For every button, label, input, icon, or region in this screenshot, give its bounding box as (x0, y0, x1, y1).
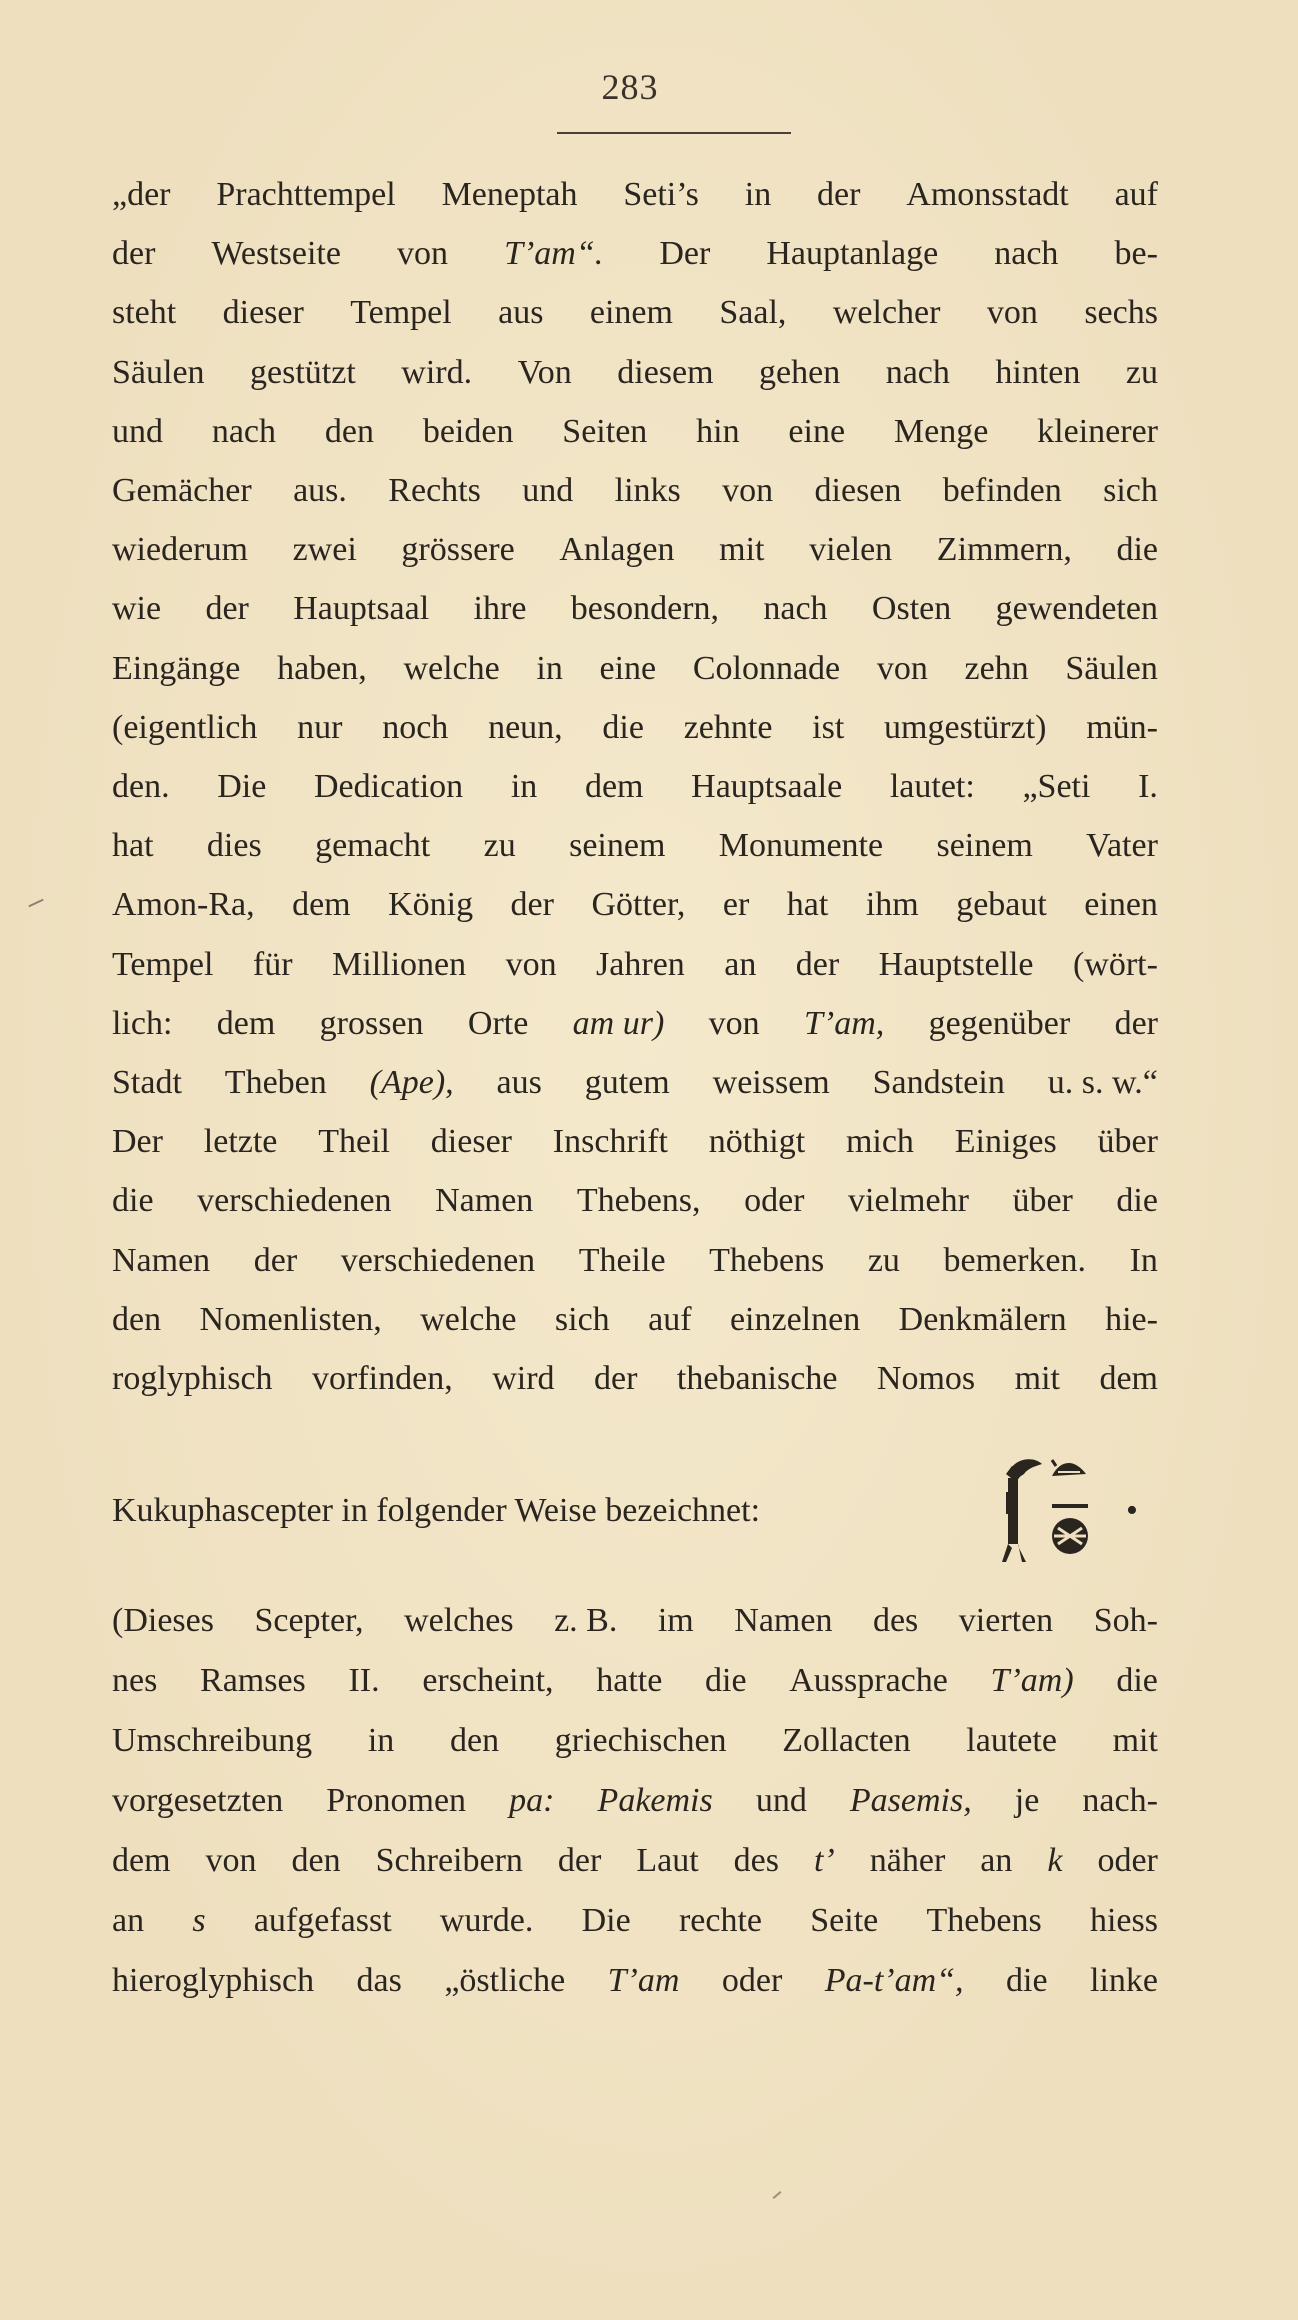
word: Tempel (112, 945, 214, 983)
word: vielen (809, 531, 893, 569)
word: Säulen (1065, 649, 1158, 687)
word: Pakemis (597, 1782, 713, 1819)
word: in (510, 768, 538, 805)
word: seinem (569, 827, 666, 865)
word: von (708, 1004, 760, 1042)
word: seinem (936, 827, 1033, 865)
word: der (557, 1842, 602, 1879)
word: Zimmern, (936, 531, 1072, 569)
word: hie- (1105, 1300, 1158, 1338)
text-line (112, 1716, 1158, 1766)
word: auf (648, 1300, 692, 1338)
word: den (449, 1722, 500, 1759)
word: verschiedenen (197, 1182, 392, 1220)
word: mün- (1086, 708, 1158, 746)
word: des (872, 1602, 919, 1639)
word: Amonsstadt (906, 176, 1069, 213)
word: Saal, (719, 294, 787, 332)
word: nes (112, 1662, 158, 1699)
word: oder (744, 1182, 805, 1220)
word: Menge (893, 412, 989, 450)
word: Prachttempel (216, 176, 396, 213)
header-rule (557, 132, 791, 134)
word: eine (599, 649, 657, 687)
word: nach (885, 353, 950, 391)
word: welcher (832, 294, 941, 332)
word: sich (1103, 472, 1158, 509)
word: zwei (292, 531, 357, 569)
word: aufgefasst (253, 1902, 392, 1939)
word: gemacht (315, 827, 431, 865)
word: k (1047, 1842, 1063, 1879)
word: Seiten (562, 412, 648, 450)
word: Namen (734, 1602, 833, 1639)
word: letzte (203, 1123, 278, 1161)
word: die (705, 1662, 747, 1699)
kukupha-sceptre-hieroglyph-icon (982, 1452, 1102, 1570)
text-line (112, 229, 1158, 279)
word: zu (1125, 353, 1158, 391)
word: gewendeten (995, 590, 1158, 628)
word: neun, (488, 708, 563, 746)
word: Inschrift (552, 1123, 668, 1161)
word: dies (206, 827, 262, 865)
word: Theben (224, 1064, 327, 1101)
word: wie (112, 590, 162, 628)
word: dem (584, 768, 644, 805)
word: der (817, 176, 861, 213)
text-line (112, 1117, 1158, 1167)
word: von (205, 1842, 257, 1879)
word: von (722, 472, 774, 509)
word: Amon-Ra, (112, 886, 255, 924)
word: weissem (712, 1064, 830, 1101)
word: Thebens, (576, 1182, 701, 1220)
word: vielmehr (848, 1182, 969, 1220)
text-line (112, 525, 1158, 575)
text-line (112, 1354, 1158, 1404)
word: nur (297, 708, 343, 746)
word: Vater (1086, 827, 1158, 865)
word: Thebens (926, 1902, 1042, 1939)
word: Der (112, 1123, 163, 1161)
word: die (112, 1182, 154, 1220)
word: und (112, 412, 163, 450)
word: Von (517, 353, 572, 391)
word: t’ (813, 1842, 835, 1879)
text-line (112, 1896, 1158, 1946)
text-line (112, 644, 1158, 694)
word: über (1097, 1123, 1158, 1161)
word: oder (1097, 1842, 1158, 1879)
word: z. B. (554, 1602, 618, 1639)
word: die (1116, 531, 1158, 569)
word: Pasemis, (849, 1782, 972, 1819)
word: Umschreibung (112, 1722, 313, 1759)
word: einem (589, 294, 673, 332)
word: aus. (293, 472, 347, 509)
word: an (112, 1902, 145, 1939)
word: umgestürzt) (884, 708, 1047, 746)
word: die (1116, 1182, 1158, 1220)
word: Colonnade (692, 649, 841, 687)
word: aus (496, 1064, 542, 1101)
text-line (112, 1656, 1158, 1706)
text-line (112, 940, 1158, 990)
word: einen (1084, 886, 1158, 924)
word: gutem (584, 1064, 670, 1101)
word: dem (1099, 1360, 1158, 1397)
word: den (324, 412, 374, 450)
text-line (112, 703, 1158, 753)
word: Jahren (596, 945, 685, 983)
word: Nomos (876, 1360, 976, 1397)
word: an (980, 1842, 1013, 1879)
word: er (722, 886, 750, 924)
word: Thebens (709, 1241, 825, 1279)
word: links (614, 472, 681, 509)
word: der (253, 1241, 298, 1279)
text-line (112, 1836, 1158, 1886)
text-line (112, 880, 1158, 930)
word: noch (382, 708, 449, 746)
word: In (1129, 1241, 1158, 1279)
word: welches (404, 1602, 514, 1639)
word: rechte (678, 1902, 763, 1939)
word: nach (211, 412, 277, 450)
word: Hauptsaal (293, 590, 430, 628)
word: vorfinden, (312, 1360, 453, 1397)
word: mich (845, 1123, 914, 1161)
word: roglyphisch (112, 1360, 273, 1397)
word: Schreibern (375, 1842, 523, 1879)
word: von (876, 649, 928, 687)
text-line (112, 762, 1158, 812)
word: Osten (871, 590, 952, 628)
word: Seite (810, 1902, 879, 1939)
word: gehen (759, 353, 841, 391)
word: pa: (509, 1782, 555, 1819)
text-line (112, 466, 1158, 516)
word: nach (763, 590, 828, 628)
word: dem (216, 1004, 276, 1042)
word: besondern, (570, 590, 720, 628)
word: lautet: (889, 768, 975, 805)
word: wiederum (112, 531, 248, 569)
trailing-dot: • (1126, 1492, 1138, 1529)
word: Theil (318, 1123, 390, 1161)
word: Dedication (314, 768, 464, 805)
word: von (505, 945, 557, 983)
word: an (724, 945, 757, 983)
word: kleinerer (1037, 412, 1158, 450)
word: die (1116, 1662, 1158, 1699)
word: Hauptstelle (878, 945, 1034, 983)
word: hat (112, 827, 154, 865)
word: Seti’s (623, 176, 699, 213)
word: Millionen (332, 945, 467, 983)
word: (Dieses (112, 1602, 214, 1639)
word: (wört- (1072, 945, 1158, 983)
word: Soh- (1093, 1602, 1158, 1639)
word: des (733, 1842, 779, 1879)
text-line (112, 821, 1158, 871)
word: oder (721, 1962, 783, 1999)
word: gegenüber (928, 1004, 1071, 1042)
word: das (356, 1962, 402, 1999)
word: erscheint, (422, 1662, 554, 1699)
word: dem (292, 886, 351, 924)
word: Säulen (112, 353, 205, 391)
word: Hauptsaale (691, 768, 843, 805)
word: Meneptah (441, 176, 578, 213)
text-line (112, 1956, 1158, 2006)
word: den. (112, 768, 170, 805)
word: nach- (1082, 1782, 1158, 1819)
text-line (112, 170, 1158, 220)
text-line (112, 348, 1158, 398)
hieroglyph-sentence: Kukuphascepter in folgender Weise bezeichnet: (112, 1492, 761, 1529)
word: in (536, 649, 563, 687)
word: ihm (865, 886, 919, 924)
word: grossen (319, 1004, 424, 1042)
word: zehn (964, 649, 1029, 687)
word: König (388, 886, 474, 924)
word: Einiges (954, 1123, 1057, 1161)
word: nach (994, 235, 1059, 273)
word: mit (1112, 1722, 1158, 1759)
word: den (112, 1300, 162, 1338)
word: (eigentlich (112, 708, 258, 746)
page-number: 283 (601, 67, 659, 107)
word: sechs (1084, 294, 1158, 332)
word: diesem (617, 353, 714, 391)
word: Westseite (211, 235, 341, 273)
word: der (112, 235, 156, 273)
word: I. (1138, 768, 1158, 805)
word: hatte (596, 1662, 663, 1699)
word: Gemächer (112, 472, 252, 509)
word: grössere (401, 531, 515, 569)
word: Scepter, (254, 1602, 364, 1639)
word: Der (659, 235, 711, 273)
word: bemerken. (943, 1241, 1087, 1279)
word: T’am (607, 1962, 680, 1999)
word: dem (112, 1842, 171, 1879)
text-line (112, 407, 1158, 457)
word: aus (498, 294, 544, 332)
text-line (112, 584, 1158, 634)
word: Namen (435, 1182, 534, 1220)
word: diesen (814, 472, 902, 509)
word: thebanische (676, 1360, 838, 1397)
word: Laut (636, 1842, 699, 1879)
text-line (112, 1596, 1158, 1646)
word: in (367, 1722, 395, 1759)
word: auf (1114, 176, 1158, 213)
word: Namen (112, 1241, 211, 1279)
word: Die (217, 768, 267, 805)
text-line (112, 1236, 1158, 1286)
word: Monumente (718, 827, 884, 865)
word: T’am) (990, 1662, 1074, 1699)
word: lich: (112, 1004, 173, 1042)
word: u. s. w.“ (1047, 1064, 1158, 1101)
word: sich (554, 1300, 610, 1338)
word: be- (1114, 235, 1158, 273)
word: II. (348, 1662, 380, 1699)
word: Hauptanlage (766, 235, 939, 273)
word: hat (786, 886, 829, 924)
word: hieroglyphisch (112, 1962, 315, 1999)
word: dieser (430, 1123, 512, 1161)
text-line (112, 1058, 1158, 1108)
word: verschiedenen (340, 1241, 536, 1279)
word: und (522, 472, 574, 509)
word: von (397, 235, 448, 273)
word: vierten (958, 1602, 1054, 1639)
word: am ur) (572, 1004, 665, 1042)
word: der (205, 590, 249, 628)
word: in (744, 176, 772, 213)
word: den (291, 1842, 341, 1879)
page-mark (773, 2191, 782, 2199)
word: Nomenlisten, (199, 1300, 382, 1338)
word: der (1114, 1004, 1158, 1042)
text-line (112, 1295, 1158, 1345)
word: gebaut (956, 886, 1047, 924)
word: Denkmälern (898, 1300, 1067, 1338)
word: und (755, 1782, 807, 1819)
word: Pa-t’am“, (824, 1962, 964, 1999)
word: hin (696, 412, 740, 450)
word: Stadt (112, 1064, 182, 1101)
word: mit (1014, 1360, 1060, 1397)
word: Aussprache (789, 1662, 948, 1699)
word: näher (869, 1842, 946, 1879)
word: „der (112, 176, 171, 213)
word: Eingänge (112, 649, 241, 687)
word: eine (788, 412, 846, 450)
word: „Seti (1022, 768, 1091, 805)
word: ist (812, 708, 845, 746)
word: welche (403, 649, 500, 687)
word: wird. (401, 353, 473, 391)
word: Theile (578, 1241, 666, 1279)
text-line (112, 288, 1158, 338)
word: T’am, (803, 1004, 885, 1042)
word: (Ape), (369, 1064, 454, 1101)
word: Pronomen (326, 1782, 467, 1819)
word: dieser (222, 294, 304, 332)
word: welche (420, 1300, 517, 1338)
word: der (594, 1360, 638, 1397)
word: die (1006, 1962, 1048, 1999)
word: hiess (1089, 1902, 1158, 1939)
word: Zollacten (782, 1722, 911, 1759)
word: Rechts (388, 472, 481, 509)
word: von (986, 294, 1038, 332)
word: für (252, 945, 293, 983)
word: über (1012, 1182, 1073, 1220)
word: „östliche (444, 1962, 566, 1999)
word: wurde. (439, 1902, 534, 1939)
word: hinten (995, 353, 1081, 391)
word: wird (492, 1360, 555, 1397)
word: Ramses (200, 1662, 306, 1699)
word: T’am“. (504, 235, 604, 273)
word: linke (1090, 1962, 1158, 1999)
word: Tempel (350, 294, 452, 332)
word: lautete (966, 1722, 1057, 1759)
word: zu (867, 1241, 900, 1279)
word: Anlagen (559, 531, 675, 569)
word: der (510, 886, 554, 924)
word: beiden (422, 412, 514, 450)
word: im (657, 1602, 694, 1639)
word: s (192, 1902, 206, 1939)
word: einzelnen (729, 1300, 861, 1338)
word: vorgesetzten (112, 1782, 284, 1819)
text-line (112, 1176, 1158, 1226)
word: nöthigt (708, 1123, 806, 1161)
word: Orte (467, 1004, 529, 1042)
word: griechischen (554, 1722, 727, 1759)
word: zu (483, 827, 516, 865)
word: je (1014, 1782, 1040, 1819)
word: ihre (473, 590, 527, 628)
margin-mark (28, 899, 43, 908)
word: haben, (277, 649, 367, 687)
word: mit (719, 531, 765, 569)
word: Götter, (591, 886, 686, 924)
text-line (112, 1776, 1158, 1826)
word: gestützt (250, 353, 356, 391)
word: der (795, 945, 840, 983)
text-line (112, 999, 1158, 1049)
word: befinden (942, 472, 1062, 509)
word: zehnte (683, 708, 773, 746)
word: Sandstein (872, 1064, 1005, 1101)
word: Die (581, 1902, 631, 1939)
word: die (602, 708, 644, 746)
word: steht (112, 294, 177, 332)
